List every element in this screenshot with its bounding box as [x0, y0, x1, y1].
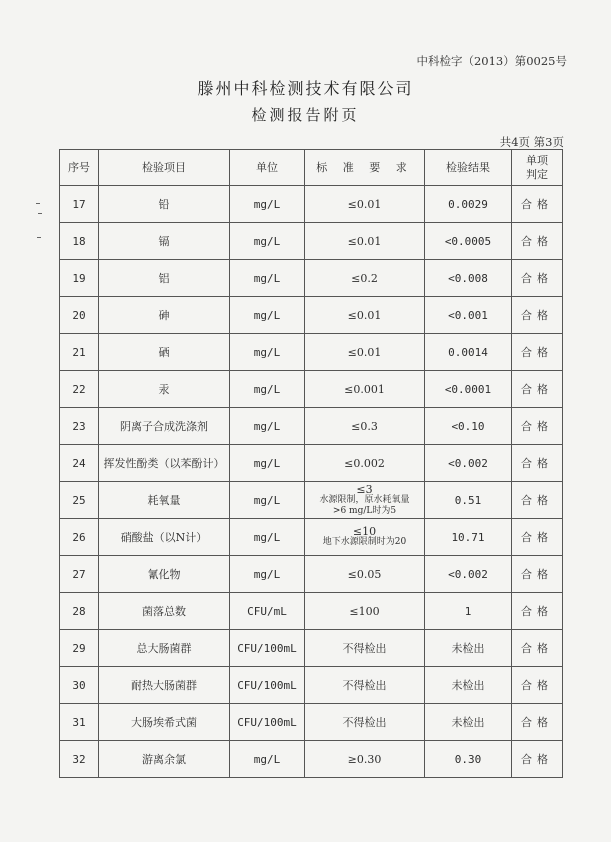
cell-judge: 合格: [512, 704, 563, 741]
company-name: 滕州中科检测技术有限公司: [197, 79, 414, 98]
table-header-row: [60, 150, 563, 186]
standard-value: ≤0.05: [347, 567, 382, 581]
cell-seq: 31: [60, 704, 99, 741]
table-row: [60, 482, 563, 519]
cell-unit: CFU/100mL: [230, 630, 305, 667]
standard-value: ≤0.3: [351, 419, 378, 433]
cell-unit: mg/L: [230, 556, 305, 593]
cell-judge: 合格: [512, 297, 563, 334]
cell-result: 0.0029: [425, 186, 512, 223]
standard-value: 不得检出: [342, 641, 387, 655]
cell-item: 挥发性酚类（以苯酚计）: [99, 445, 230, 482]
cell-judge: 合格: [512, 630, 563, 667]
cell-judge: 合格: [512, 741, 563, 778]
cell-standard: [305, 445, 425, 482]
cell-unit: mg/L: [230, 371, 305, 408]
cell-seq: 19: [60, 260, 99, 297]
cell-item: 大肠埃希式菌: [99, 704, 230, 741]
scan-mark: [37, 237, 41, 238]
cell-seq: 20: [60, 297, 99, 334]
cell-seq: 17: [60, 186, 99, 223]
cell-unit: mg/L: [230, 482, 305, 519]
table-row: [60, 667, 563, 704]
cell-seq: 32: [60, 741, 99, 778]
cell-result: 未检出: [425, 630, 512, 667]
cell-judge: 合格: [512, 260, 563, 297]
standard-value: ≤10: [352, 525, 377, 538]
cell-standard: [305, 408, 425, 445]
cell-item: 硝酸盐（以N计）: [99, 519, 230, 556]
cell-standard: [305, 593, 425, 630]
table-row: [60, 334, 563, 371]
standard-value: ≤100: [349, 604, 380, 618]
cell-standard: [305, 371, 425, 408]
cell-result: <0.008: [425, 260, 512, 297]
standard-value: ≤0.01: [347, 345, 382, 359]
cell-standard: [305, 334, 425, 371]
cell-result: 0.51: [425, 482, 512, 519]
cell-unit: mg/L: [230, 334, 305, 371]
scan-mark: [38, 213, 42, 214]
cell-seq: 28: [60, 593, 99, 630]
cell-unit: mg/L: [230, 519, 305, 556]
cell-standard: [305, 260, 425, 297]
table-row: [60, 260, 563, 297]
cell-result: <0.002: [425, 445, 512, 482]
document-number: 中科检字（2013）第0025号: [416, 54, 567, 68]
cell-standard: [305, 556, 425, 593]
cell-judge: 合格: [512, 556, 563, 593]
scan-mark: [36, 203, 40, 204]
table-row: [60, 593, 563, 630]
table-row: [60, 519, 563, 556]
cell-unit: mg/L: [230, 260, 305, 297]
table-row: [60, 297, 563, 334]
standard-value: 不得检出: [342, 715, 387, 729]
header-unit: 单位: [230, 150, 305, 186]
cell-result: 10.71: [425, 519, 512, 556]
cell-unit: mg/L: [230, 186, 305, 223]
cell-result: <0.0001: [425, 371, 512, 408]
cell-item: 砷: [99, 297, 230, 334]
table-row: [60, 741, 563, 778]
cell-item: 耐热大肠菌群: [99, 667, 230, 704]
cell-seq: 30: [60, 667, 99, 704]
cell-item: 镉: [99, 223, 230, 260]
cell-unit: mg/L: [230, 297, 305, 334]
table-row: [60, 556, 563, 593]
cell-item: 总大肠菌群: [99, 630, 230, 667]
page-info: 共4页 第3页: [499, 135, 564, 149]
cell-result: <0.0005: [425, 223, 512, 260]
cell-unit: CFU/mL: [230, 593, 305, 630]
cell-judge: 合格: [512, 667, 563, 704]
cell-unit: CFU/100mL: [230, 667, 305, 704]
standard-note: 水源限制，原水耗氧量 >6 mg/L时为5: [319, 494, 410, 516]
header-standard: 标 准 要 求: [305, 150, 425, 186]
standard-value: ≤3: [356, 482, 373, 496]
cell-item: 汞: [99, 371, 230, 408]
cell-standard: [305, 667, 425, 704]
cell-standard: [305, 186, 425, 223]
standard-value: 不得检出: [342, 678, 387, 692]
cell-standard: [305, 482, 425, 519]
table-row: [60, 223, 563, 260]
standard-value: ≥0.30: [347, 752, 382, 766]
cell-item: 铝: [99, 260, 230, 297]
table-row: [60, 445, 563, 482]
cell-result: 1: [425, 593, 512, 630]
cell-judge: 合格: [512, 482, 563, 519]
cell-seq: 24: [60, 445, 99, 482]
cell-item: 菌落总数: [99, 593, 230, 630]
results-table: [59, 149, 563, 778]
cell-judge: 合格: [512, 223, 563, 260]
header-item: 检验项目: [99, 150, 230, 186]
cell-item: 耗氧量: [99, 482, 230, 519]
table-row: [60, 704, 563, 741]
table-row: [60, 371, 563, 408]
cell-judge: 合格: [512, 445, 563, 482]
standard-value: ≤0.002: [344, 456, 385, 470]
cell-unit: mg/L: [230, 223, 305, 260]
cell-standard: [305, 297, 425, 334]
cell-item: 氰化物: [99, 556, 230, 593]
standard-value: ≤0.001: [344, 382, 385, 396]
cell-seq: 23: [60, 408, 99, 445]
cell-seq: 29: [60, 630, 99, 667]
standard-value: ≤0.2: [351, 271, 378, 285]
cell-seq: 26: [60, 519, 99, 556]
cell-standard: [305, 519, 425, 556]
cell-unit: CFU/100mL: [230, 704, 305, 741]
cell-judge: 合格: [512, 334, 563, 371]
report-title: 检测报告附页: [251, 106, 360, 124]
cell-unit: mg/L: [230, 741, 305, 778]
cell-judge: 合格: [512, 519, 563, 556]
cell-standard: [305, 741, 425, 778]
cell-standard: [305, 630, 425, 667]
cell-unit: mg/L: [230, 445, 305, 482]
header-judge-line1: 单项: [526, 153, 548, 167]
table-row: [60, 186, 563, 223]
header-seq: 序号: [60, 150, 99, 186]
cell-seq: 27: [60, 556, 99, 593]
cell-judge: 合格: [512, 593, 563, 630]
cell-item: 铅: [99, 186, 230, 223]
cell-seq: 18: [60, 223, 99, 260]
header-judge: [512, 150, 563, 186]
cell-result: 未检出: [425, 704, 512, 741]
cell-seq: 25: [60, 482, 99, 519]
cell-result: 0.0014: [425, 334, 512, 371]
cell-result: <0.002: [425, 556, 512, 593]
cell-item: 阴离子合成洗涤剂: [99, 408, 230, 445]
table-row: [60, 630, 563, 667]
cell-result: <0.10: [425, 408, 512, 445]
cell-judge: 合格: [512, 186, 563, 223]
cell-unit: mg/L: [230, 408, 305, 445]
standard-note: 地下水源限制时为20: [322, 537, 407, 547]
cell-item: 硒: [99, 334, 230, 371]
table-row: [60, 408, 563, 445]
cell-result: 0.30: [425, 741, 512, 778]
cell-standard: [305, 704, 425, 741]
cell-item: 游离余氯: [99, 741, 230, 778]
cell-seq: 21: [60, 334, 99, 371]
cell-judge: 合格: [512, 408, 563, 445]
cell-result: <0.001: [425, 297, 512, 334]
standard-value: ≤0.01: [347, 197, 382, 211]
cell-judge: 合格: [512, 371, 563, 408]
cell-standard: [305, 223, 425, 260]
header-result: 检验结果: [425, 150, 512, 186]
header-judge-line2: 判定: [526, 167, 548, 181]
standard-value: ≤0.01: [347, 308, 382, 322]
standard-value: ≤0.01: [347, 234, 382, 248]
cell-seq: 22: [60, 371, 99, 408]
cell-result: 未检出: [425, 667, 512, 704]
